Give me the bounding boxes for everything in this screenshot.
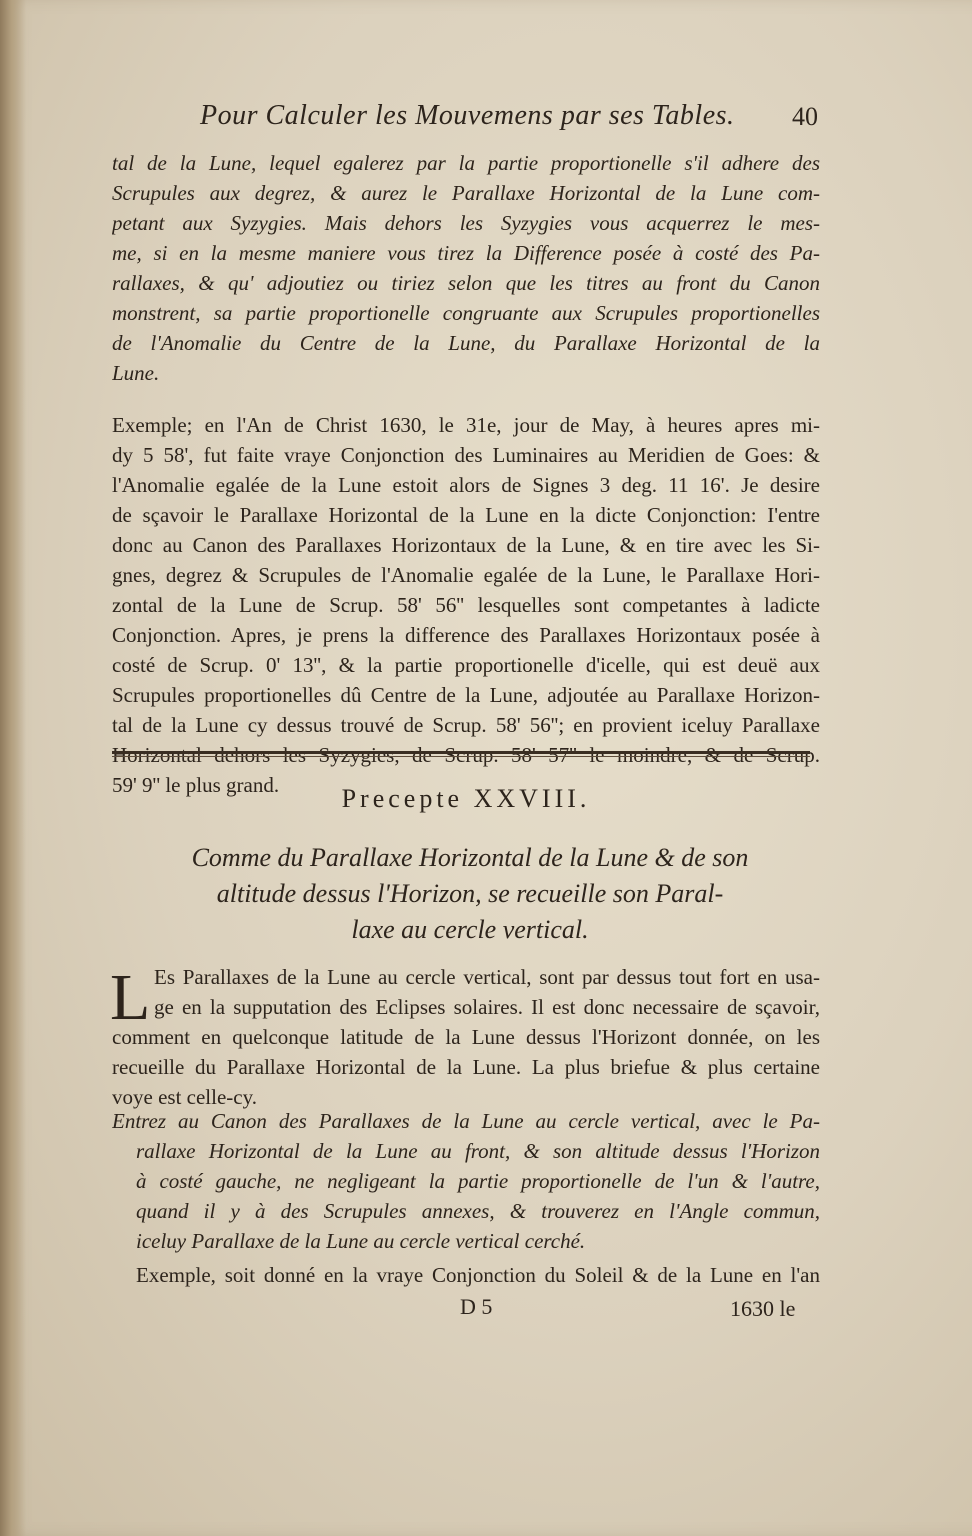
text-line: gnes, degrez & Scrupules de l'Anomalie egalée de la Lune, le Parallaxe Hori- [112, 563, 820, 587]
text-line: zontal de la Lune de Scrup. 58' 56'' lesquelles sont competantes à ladicte [112, 593, 820, 617]
text-line: Scrupules aux degrez, & aurez le Parallaxe Horizontal de la Lune com- [112, 181, 820, 205]
text-line: Lune. [112, 361, 160, 385]
text-line: Conjonction. Apres, je prens la difference des Parallaxes Horizontaux posée à [112, 623, 820, 647]
section-rule-thin [112, 756, 810, 757]
text-line: de sçavoir le Parallaxe Horizontal de la Lune en la dicte Conjonction: I'entre [112, 503, 820, 527]
precept-title [140, 840, 800, 948]
text-line: Scrupules proportionelles dû Centre de la Lune, adjoutée au Parallaxe Horizon- [112, 683, 820, 707]
page-gutter [0, 0, 26, 1536]
text-line: rallaxe Horizontal de la Lune au front, & son altitude dessus l'Horizon [136, 1139, 820, 1163]
catchword: 1630 le [730, 1296, 796, 1321]
precept-heading: Precepte XXVIII. [341, 784, 591, 813]
text-line: quand il y à des Scrupules annexes, & trouverez en l'Angle commun, [136, 1199, 820, 1223]
text-line: rallaxes, & qu' adjoutiez ou tiriez selon que les titres au front du Canon [112, 271, 820, 295]
text-line: à costé gauche, ne negligeant la partie proportionelle de l'un & l'autre, [136, 1169, 820, 1193]
text-line: dy 5 58', fut faite vraye Conjonction des Luminaires au Meridien de Goes: & [112, 443, 820, 467]
text-line: donc au Canon des Parallaxes Horizontaux de la Lune, & en tire avec les Si- [112, 533, 820, 557]
text-line: petant aux Syzygies. Mais dehors les Syzygies vous acquerrez le mes- [112, 211, 820, 235]
example-paragraph-1 [112, 410, 820, 800]
text-line: Entrez au Canon des Parallaxes de la Lune au cercle vertical, avec le Pa- [112, 1109, 820, 1133]
precept-title-line: altitude dessus l'Horizon, se recueille son Paral- [216, 879, 724, 908]
page-header [200, 100, 820, 144]
paragraph-1 [112, 148, 820, 388]
text-line: Es Parallaxes de la Lune au cercle vertical, sont par dessus tout fort en usa- [154, 965, 820, 989]
text-line: Exemple; en l'An de Christ 1630, le 31e, jour de May, à heures apres mi- [112, 413, 820, 437]
text-line: l'Anomalie egalée de la Lune estoit alors de Signes 3 deg. 11 16'. Je desire [112, 473, 820, 497]
paragraph-2 [112, 962, 820, 1112]
text-line: comment en quelconque latitude de la Lune dessus l'Horizont donnée, on les [112, 1025, 820, 1049]
text-line: tal de la Lune cy dessus trouvé de Scrup. 58' 56''; en provient iceluy Parallaxe [112, 713, 820, 737]
text-line: Horizontal dehors les Syzygies, de Scrup. 58' 57'' le moindre, & de Scrup. [112, 743, 820, 767]
text-line: costé de Scrup. 0' 13'', & la partie proportionelle d'icelle, qui est deuë aux [112, 653, 820, 677]
drop-capital: L [110, 961, 151, 1034]
precept-title-line: Comme du Parallaxe Horizontal de la Lune & de son [191, 843, 749, 872]
text-line: 59' 9'' le plus grand. [112, 773, 280, 797]
text-line: ge en la supputation des Eclipses solaires. Il est donc necessaire de sçavoir, [154, 995, 820, 1019]
text-line: tal de la Lune, lequel egalerez par la partie proportionelle s'il adhere des [112, 151, 820, 175]
section-rule [112, 751, 810, 754]
text-line: recueille du Parallaxe Horizontal de la Lune. La plus briefue & plus certaine [112, 1055, 820, 1079]
page-number: 40 [792, 102, 818, 131]
example-paragraph-2 [112, 1260, 820, 1290]
running-title: Pour Calculer les Mouvemens par ses Tables. [200, 100, 735, 131]
paragraph-3 [112, 1106, 820, 1256]
text-line: me, si en la mesme maniere vous tirez la Difference posée à costé des Pa- [112, 241, 820, 265]
signature-mark: D 5 [460, 1294, 493, 1319]
text-line: iceluy Parallaxe de la Lune au cercle vertical cerché. [136, 1229, 586, 1253]
text-line: de l'Anomalie du Centre de la Lune, du Parallaxe Horizontal de la [112, 331, 820, 355]
text-line: Exemple, soit donné en la vraye Conjonction du Soleil & de la Lune en l'an [136, 1263, 820, 1287]
text-line: voye est celle-cy. [112, 1085, 257, 1109]
precept-title-line: laxe au cercle vertical. [351, 915, 589, 944]
text-line: monstrent, sa partie proportionelle congruante aux Scrupules proportionelles [112, 301, 820, 325]
